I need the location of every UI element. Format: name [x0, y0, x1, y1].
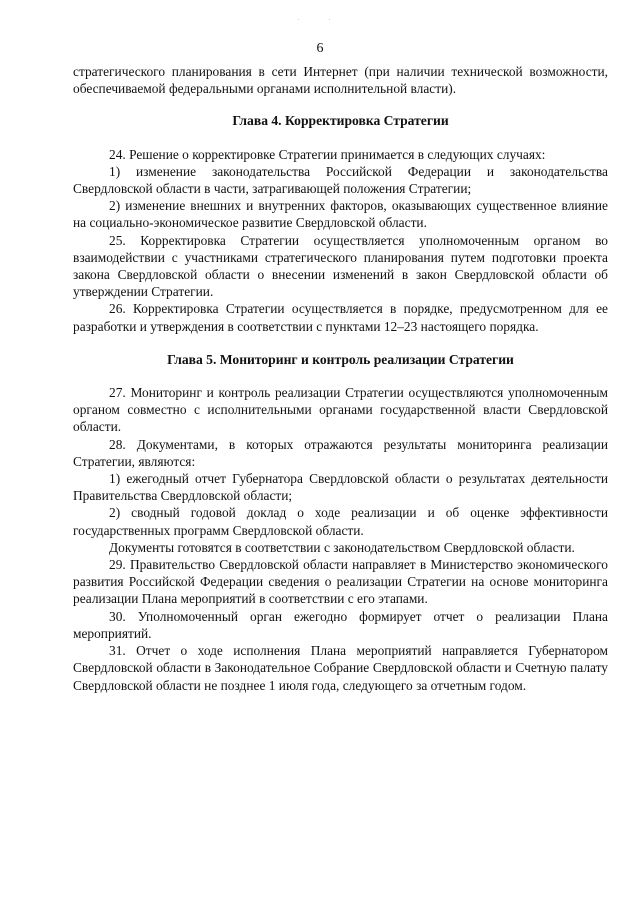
paragraph-24: 24. Решение о корректировке Стратегии принимается в следующих случаях:	[109, 146, 546, 162]
scan-speck	[298, 19, 299, 20]
document-body	[73, 63, 608, 694]
paragraph-24-item-2: 2) изменение внешних и внутренних факторов, оказывающих существенное влияние на социально-экономическое развитие Свердловской области.	[73, 198, 608, 231]
paragraph-28-item-2: 2) сводный годовой доклад о ходе реализации и об оценке эффективности государственных программ Свердловской области.	[73, 505, 608, 538]
paragraph-30: 30. Уполномоченный орган ежегодно формирует отчет о реализации Плана мероприятий.	[73, 608, 608, 641]
paragraph-26: 26. Корректировка Стратегии осуществляется в порядке, предусмотренном для ее разработки и утверждения в соответствии с пунктами 12–23 настоящего порядка.	[73, 301, 608, 334]
paragraph-24-item-1: 1) изменение законодательства Российской Федерации и законодательства Свердловской области в части, затрагивающей положения Стратегии;	[73, 163, 608, 197]
paragraph-28-note: Документы готовятся в соответствии с законодательством Свердловской области.	[109, 539, 575, 555]
chapter-4-heading: Глава 4. Корректировка Стратегии	[232, 113, 449, 129]
paragraph-28: 28. Документами, в которых отражаются результаты мониторинга реализации Стратегии, являются:	[73, 436, 608, 469]
page-number: 6	[316, 41, 324, 56]
paragraph-31: 31. Отчет о ходе исполнения Плана мероприятий направляется Губернатором Свердловской области в Законодательное Собрание Свердловской области и Счетную палату Свердловской области не позднее 1 июля года, следующего за отчетным годом.	[73, 643, 608, 693]
scan-speck	[329, 19, 330, 20]
paragraph-29: 29. Правительство Свердловской области направляет в Министерство экономического развития Российской Федерации сведения о реализации Стратегии на основе мониторинга реализации Плана мероприятий в соответствии с его этапами.	[73, 557, 608, 607]
paragraph-28-item-1: 1) ежегодный отчет Губернатора Свердловской области о результатах деятельности Правительства Свердловской области;	[73, 471, 608, 504]
paragraph-25: 25. Корректировка Стратегии осуществляется уполномоченным органом во взаимодействии с участниками стратегического планирования путем подготовки проекта закона Свердловской области о внесении изменений в закон Свердловской области об утверждении Стратегии.	[73, 232, 608, 300]
paragraph-continuation: стратегического планирования в сети Интернет (при наличии технической возможности, обеспечиваемой федеральными органами исполнительной власти).	[73, 64, 608, 97]
paragraph-27: 27. Мониторинг и контроль реализации Стратегии осуществляются уполномоченным органом совместно с исполнительными органами государственной власти Свердловской области.	[73, 385, 608, 435]
chapter-5-heading: Глава 5. Мониторинг и контроль реализации Стратегии	[167, 351, 514, 367]
